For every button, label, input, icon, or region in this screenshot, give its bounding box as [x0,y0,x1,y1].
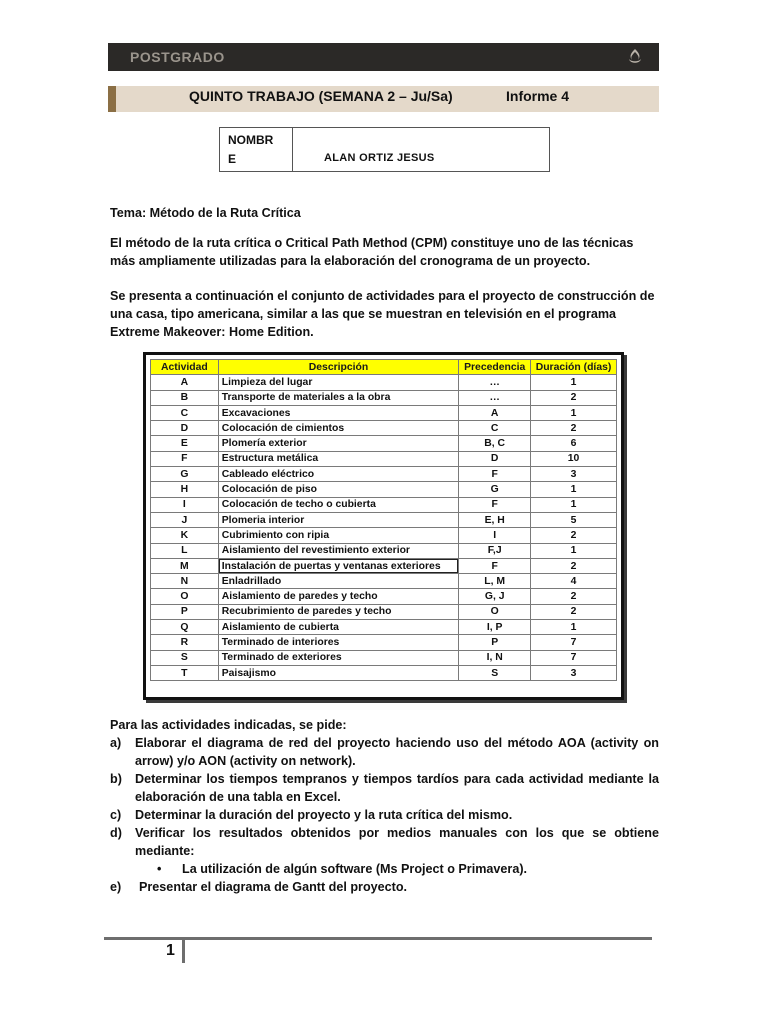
cell-duration: 3 [531,665,617,680]
name-label-line1: NOMBR [228,133,274,147]
report-label: Informe 4 [506,88,570,104]
title-band [108,86,659,112]
cell-precedence: … [459,390,531,405]
student-name: ALAN ORTIZ JESUS [324,152,435,164]
header-activity: Actividad [151,360,219,375]
table-row [151,421,617,436]
page-number: 1 [166,942,175,959]
table-row [151,604,617,619]
cell-precedence: F [459,467,531,482]
header-description: Descripción [218,360,459,375]
task-text: Elaborar el diagrama de red del proyecto haciendo uso del método AOA (activity on arrow) y/o AON (activity on network). [135,736,659,768]
cell-duration: 7 [531,650,617,665]
cell-duration: 2 [531,604,617,619]
cell-description: Transporte de materiales a la obra [218,390,459,405]
task-marker: e) [110,880,122,894]
cell-description: Colocación de techo o cubierta [218,497,459,512]
table-row [151,528,617,543]
table-row [151,620,617,635]
cell-precedence: E, H [459,512,531,527]
cell-precedence: I [459,528,531,543]
name-label [228,131,273,169]
intro-paragraph: El método de la ruta crítica o Critical Path Method (CPM) constituye uno de las técnicas más ampliamente utilizadas para la elaboración del cronograma de un proyecto. [110,236,634,268]
table-row [151,390,617,405]
cell-duration: 2 [531,390,617,405]
cell-precedence: G, J [459,589,531,604]
bullet-icon: • [157,862,162,876]
cell-activity: L [151,543,219,558]
table-row [151,512,617,527]
cell-precedence: B, C [459,436,531,451]
table-row [151,436,617,451]
cell-duration: 2 [531,528,617,543]
cell-duration: 2 [531,421,617,436]
cell-activity: S [151,650,219,665]
table-row [151,497,617,512]
cell-description: Excavaciones [218,405,459,420]
cell-activity: E [151,436,219,451]
page-number-bar [182,939,185,963]
table-row [151,375,617,390]
name-label-line2: E [228,152,237,166]
task-item [110,806,659,824]
cell-precedence: F [459,497,531,512]
table-row [151,589,617,604]
table-row [151,558,617,573]
name-box-divider [292,128,293,171]
table-body [151,375,617,681]
cell-duration: 1 [531,543,617,558]
cell-activity: C [151,405,219,420]
cell-description: Aislamiento de cubierta [218,620,459,635]
requirements-intro: Para las actividades indicadas, se pide: [110,718,347,732]
task-list [110,734,659,896]
cell-description: Colocación de piso [218,482,459,497]
cell-duration: 1 [531,620,617,635]
cell-description: Cableado eléctrico [218,467,459,482]
cell-precedence: S [459,665,531,680]
task-marker: d) [110,826,122,840]
activities-table-frame [143,352,624,700]
task-item [110,770,659,806]
cell-activity: A [151,375,219,390]
cell-description: Terminado de exteriores [218,650,459,665]
cell-activity: B [151,390,219,405]
cell-activity: D [151,421,219,436]
header-brand: POSTGRADO [130,49,225,65]
cell-precedence: D [459,451,531,466]
table-row [151,665,617,680]
table-row [151,482,617,497]
assignment-title: QUINTO TRABAJO (SEMANA 2 – Ju/Sa) [189,88,453,104]
table-row [151,451,617,466]
cell-duration: 1 [531,375,617,390]
table-row [151,635,617,650]
cell-duration: 5 [531,512,617,527]
cell-activity: N [151,574,219,589]
cell-duration: 3 [531,467,617,482]
cell-duration: 7 [531,635,617,650]
cell-description: Estructura metálica [218,451,459,466]
task-text: Verificar los resultados obtenidos por medios manuales con los que se obtiene mediante: [135,826,659,858]
table-row [151,543,617,558]
cell-precedence: F,J [459,543,531,558]
cell-description: Paisajismo [218,665,459,680]
cell-precedence: P [459,635,531,650]
university-logo-icon [625,47,645,67]
cell-description: Plomería exterior [218,436,459,451]
cell-duration: 6 [531,436,617,451]
cell-activity: H [151,482,219,497]
cell-description: Terminado de interiores [218,635,459,650]
header-duration: Duración (días) [531,360,617,375]
cell-description: Cubrimiento con ripia [218,528,459,543]
task-marker: a) [110,736,122,750]
cell-activity: I [151,497,219,512]
activities-table [150,359,617,681]
cell-duration: 1 [531,497,617,512]
cell-activity: M [151,558,219,573]
topic-heading: Tema: Método de la Ruta Crítica [110,206,301,220]
cell-description: Instalación de puertas y ventanas exteriores [218,558,459,573]
cell-description: Plomeria interior [218,512,459,527]
task-marker: b) [110,772,122,786]
name-box [219,127,550,172]
table-header-row [151,360,617,375]
cell-activity: F [151,451,219,466]
cell-activity: T [151,665,219,680]
cell-description: Enladrillado [218,574,459,589]
table-row [151,467,617,482]
task-text: Determinar los tiempos tempranos y tiempos tardíos para cada actividad mediante la elaboración de una tabla en Excel. [135,772,659,804]
cell-duration: 1 [531,405,617,420]
cell-precedence: O [459,604,531,619]
table-row [151,574,617,589]
title-band-accent [108,86,116,112]
table-row [151,405,617,420]
task-text: Determinar la duración del proyecto y la ruta crítica del mismo. [135,808,513,822]
cell-precedence: L, M [459,574,531,589]
header-precedence: Precedencia [459,360,531,375]
cell-activity: Q [151,620,219,635]
footer-rule [104,937,652,940]
cell-duration: 1 [531,482,617,497]
table-row [151,650,617,665]
cell-description: Aislamiento de paredes y techo [218,589,459,604]
cell-precedence: A [459,405,531,420]
cell-duration: 2 [531,589,617,604]
header-bar [108,43,659,71]
cell-precedence: I, N [459,650,531,665]
cell-precedence: F [459,558,531,573]
task-marker: c) [110,808,122,822]
cell-description: Limpieza del lugar [218,375,459,390]
cell-duration: 4 [531,574,617,589]
cell-duration: 2 [531,558,617,573]
cell-activity: R [151,635,219,650]
cell-precedence: G [459,482,531,497]
cell-description: Colocación de cimientos [218,421,459,436]
cell-description: Aislamiento del revestimiento exterior [218,543,459,558]
cell-activity: P [151,604,219,619]
cell-activity: K [151,528,219,543]
cell-activity: O [151,589,219,604]
cell-activity: J [151,512,219,527]
task-item [110,878,659,896]
context-paragraph: Se presenta a continuación el conjunto de actividades para el proyecto de construcción de una casa, tipo americana, similar a las que se muestran en televisión en el programa Extreme Makeover: Home Edition. [110,289,655,339]
cell-description: Recubrimiento de paredes y techo [218,604,459,619]
cell-precedence: C [459,421,531,436]
cell-duration: 10 [531,451,617,466]
cell-precedence: I, P [459,620,531,635]
software-bullet [135,860,659,878]
cell-activity: G [151,467,219,482]
cell-precedence: … [459,375,531,390]
task-text: Presentar el diagrama de Gantt del proyecto. [139,880,408,894]
task-item [110,824,659,878]
bullet-text: La utilización de algún software (Ms Project o Primavera). [182,862,528,876]
task-item [110,734,659,770]
